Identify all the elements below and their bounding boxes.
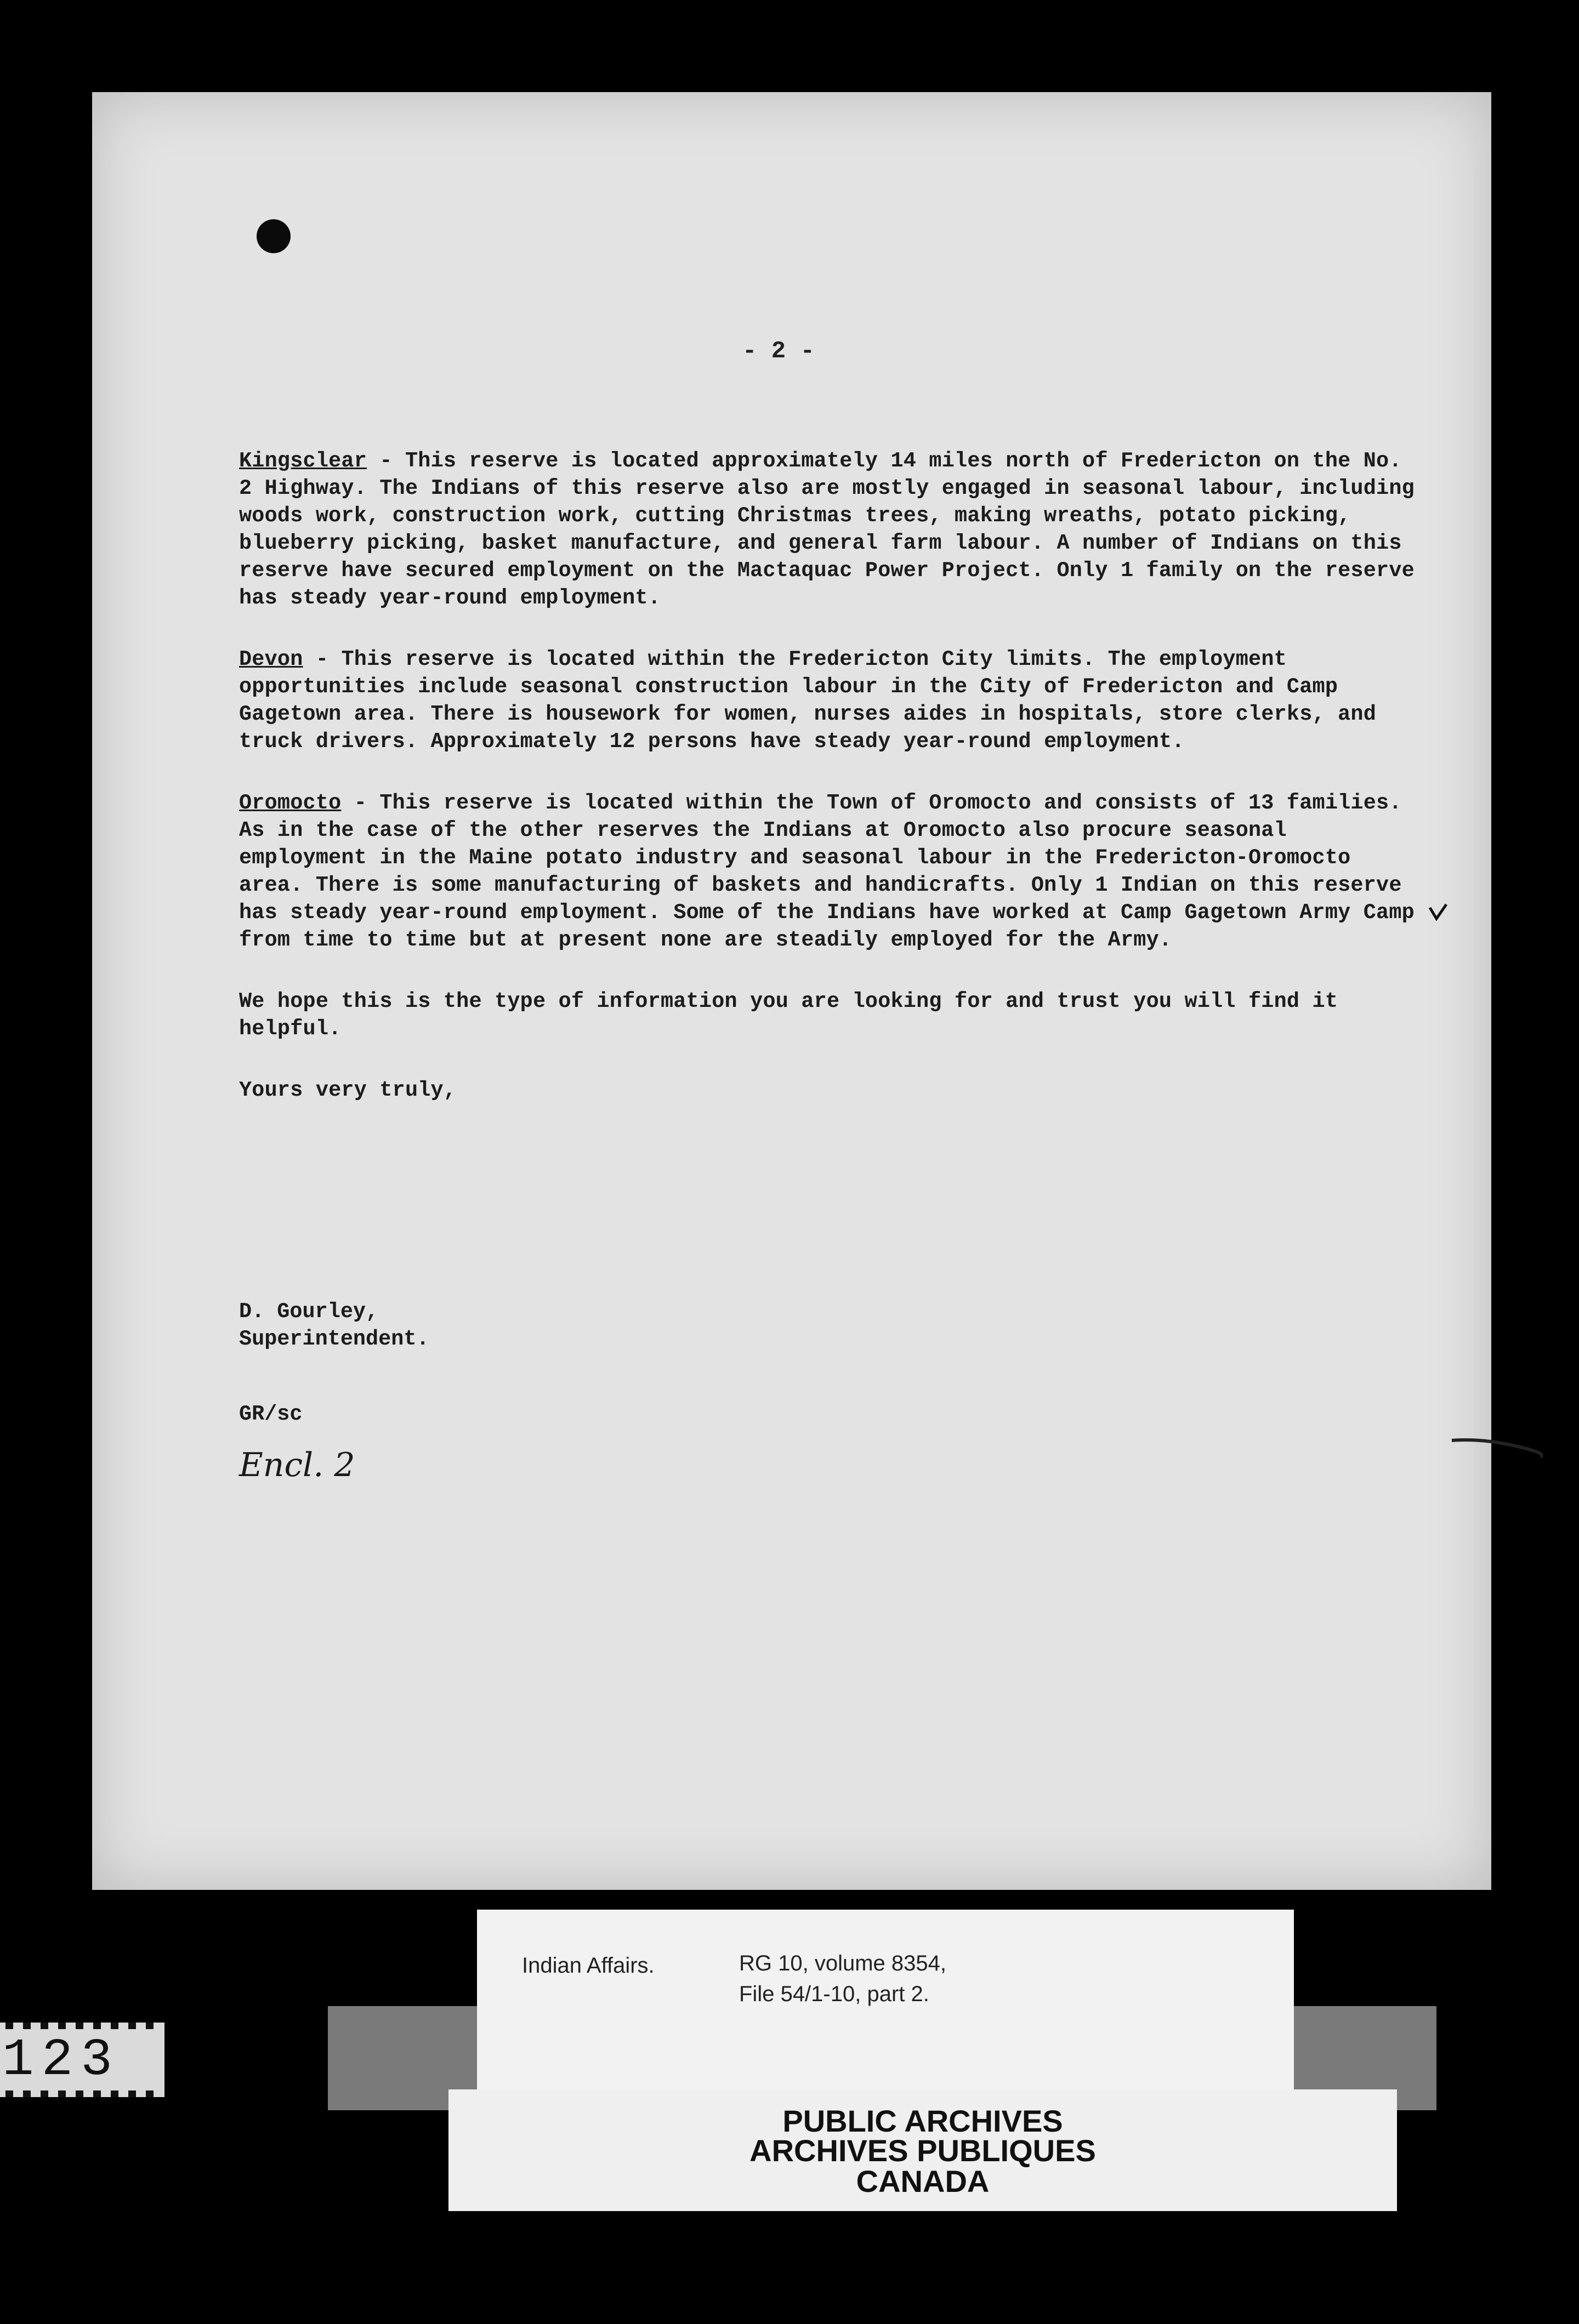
salutation: Yours very truly, <box>239 1078 457 1102</box>
paragraph-devon <box>239 646 1423 755</box>
paragraph-text: - This reserve is located within the Town of Oromocto and consists of 13 families. As in the case of the other reserves the Indians at Oromocto also procure seasonal employment in the Maine potato industry and seasonal labour in the Fredericton-Oromocto area. There is some manufacturing of baskets and handicrafts. Only 1 Indian on this reserve has steady year-round employment. Some of the Indians have worked at Camp Gagetown Army Camp from time to time but at present none are steadily employed for the Army. <box>239 791 1415 952</box>
paragraph-heading: Kingsclear <box>239 449 367 473</box>
archives-stamp <box>448 2089 1397 2211</box>
paragraph-text: - This reserve is located approximately 14 miles north of Fredericton on the No. 2 Highway. The Indians of this reserve also are mostly engaged in seasonal labour, including woods work, construction work, cutting Christmas trees, making wreaths, potato picking, blueberry picking, basket manufacture, and general farm labour. A number of Indians on this reserve have secured employment on the Mactaquac Power Project. Only 1 family on the reserve has steady year-round employment. <box>239 449 1415 610</box>
punch-hole <box>257 219 291 253</box>
letter-body <box>239 447 1423 1138</box>
closing-paragraph: We hope this is the type of information you are looking for and trust you will find it helpful. <box>239 989 1338 1041</box>
handwritten-note: Encl. 2 <box>239 1446 355 1484</box>
reference-line: File 54/1-10, part 2. <box>739 1982 929 2006</box>
paragraph-kingsclear <box>239 447 1423 612</box>
stamp-line-country: CANADA <box>856 2164 990 2198</box>
paragraph-text: - This reserve is located within the Fredericton City limits. The employment opportunities include seasonal construction labour in the City of Fredericton and Camp Gagetown area. There is housework for women, nurses aides in hospitals, store clerks, and truck drivers. Approximately 12 persons have steady year-round employment. <box>239 647 1377 754</box>
paragraph-heading: Devon <box>239 647 303 671</box>
document-page <box>92 92 1491 1890</box>
reference-initials: GR/sc <box>239 1402 303 1426</box>
pen-stroke-mark <box>1450 1435 1543 1462</box>
paragraph-oromocto <box>239 789 1423 954</box>
archive-reference-label <box>477 1910 1294 2096</box>
agency-name: Indian Affairs. <box>522 1953 655 1978</box>
paragraph-heading: Oromocto <box>239 791 342 815</box>
check-mark-icon <box>1428 902 1450 924</box>
signature-block <box>239 1298 429 1353</box>
reference-line: RG 10, volume 8354, <box>739 1951 946 1975</box>
frame-number: 123 <box>2 2030 120 2090</box>
signatory-name: D. Gourley, <box>239 1300 379 1324</box>
page-number: - 2 - <box>742 338 815 365</box>
stamp-line-french: ARCHIVES PUBLIQUES <box>749 2133 1096 2168</box>
stamp-line-english: PUBLIC ARCHIVES <box>782 2104 1063 2138</box>
signatory-title: Superintendent. <box>239 1327 429 1351</box>
